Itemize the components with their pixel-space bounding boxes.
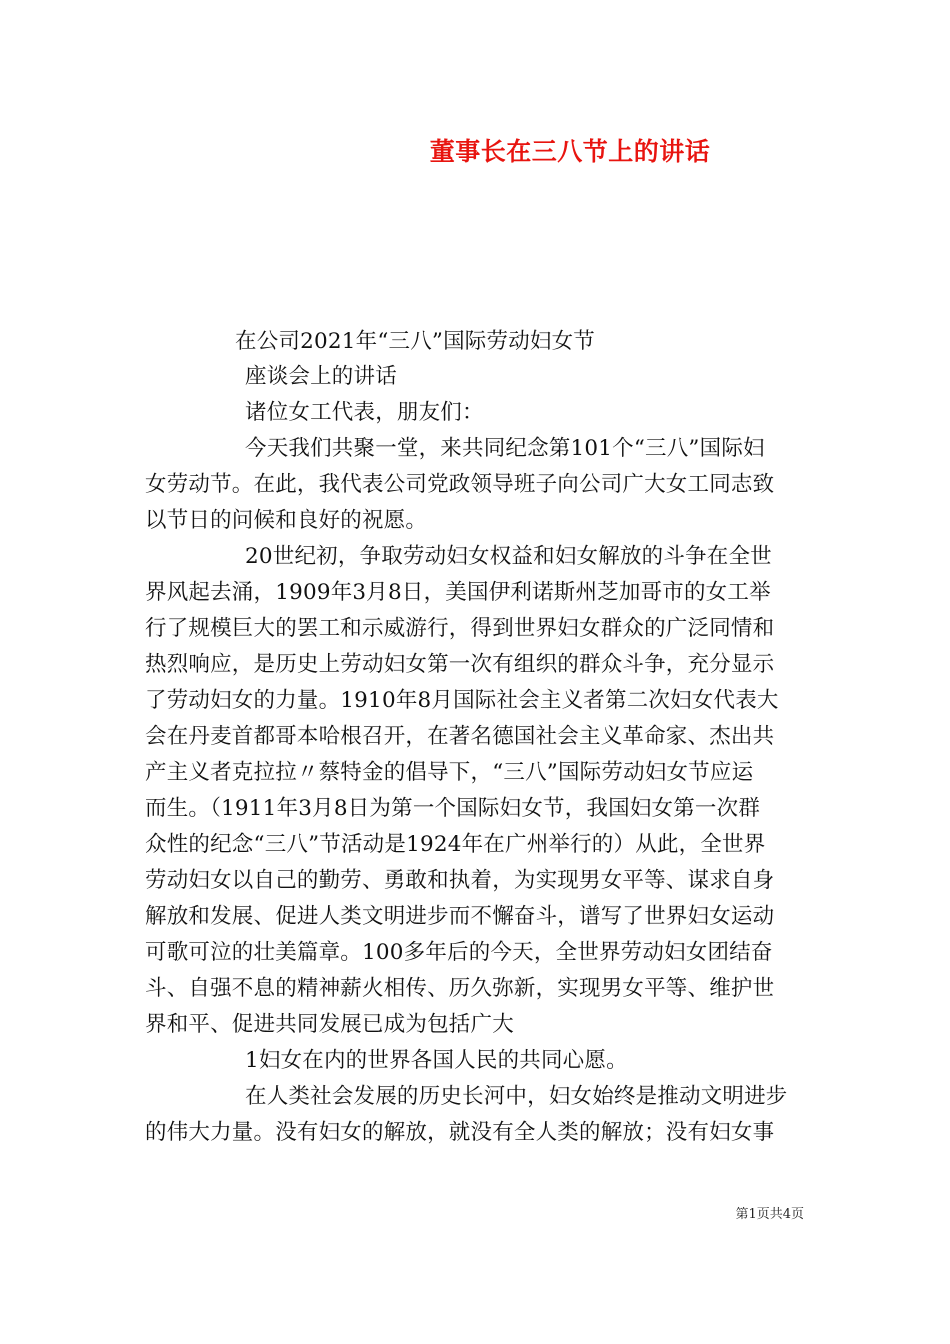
paragraph-line: 在人类社会发展的历史长河中，妇女始终是推动文明进步 [245, 1084, 788, 1109]
paragraph-line: 解放和发展、促进人类文明进步而不懈奋斗，谱写了世界妇女运动 [145, 904, 775, 929]
paragraph-line: 热烈响应，是历史上劳动妇女第一次有组织的群众斗争，充分显示 [145, 652, 775, 677]
page-number: 第1页共4页 [735, 1207, 804, 1222]
speech-heading-line-1: 在公司2021年“三八”国际劳动妇女节 [235, 329, 596, 354]
paragraph-line: 产主义者克拉拉〃蔡特金的倡导下，“三八”国际劳动妇女节应运 [145, 760, 754, 785]
paragraph-line: 20世纪初，争取劳动妇女权益和妇女解放的斗争在全世 [245, 544, 772, 569]
salutation: 诸位女工代表，朋友们： [245, 400, 484, 425]
document-title: 董事长在三八节上的讲话 [429, 137, 711, 166]
paragraph-line: 会在丹麦首都哥本哈根召开，在著名德国社会主义革命家、杰出共 [145, 724, 775, 749]
paragraph-line: 劳动妇女以自己的勤劳、勇敢和执着，为实现男女平等、谋求自身 [145, 868, 775, 893]
paragraph-line: 界风起去涌，1909年3月8日，美国伊利诺斯州芝加哥市的女工举 [145, 580, 771, 605]
paragraph-line: 了劳动妇女的力量。1910年8月国际社会主义者第二次妇女代表大 [145, 688, 779, 713]
paragraph-line: 以节日的问候和良好的祝愿。 [145, 508, 428, 533]
paragraph-line: 1妇女在内的世界各国人民的共同心愿。 [245, 1048, 628, 1073]
paragraph-line: 行了规模巨大的罢工和示威游行，得到世界妇女群众的广泛同情和 [145, 616, 775, 641]
speech-heading-line-2: 座谈会上的讲话 [245, 364, 397, 389]
paragraph-line: 而生。（1911年3月8日为第一个国际妇女节，我国妇女第一次群 [145, 796, 761, 821]
paragraph-line: 斗、自强不息的精神薪火相传、历久弥新，实现男女平等、维护世 [145, 976, 775, 1001]
paragraph-line: 众性的纪念“三八”节活动是1924年在广州举行的）从此，全世界 [145, 832, 766, 857]
paragraph-line: 女劳动节。在此，我代表公司党政领导班子向公司广大女工同志致 [145, 472, 775, 497]
paragraph-line: 可歌可泣的壮美篇章。100多年后的今天，全世界劳动妇女团结奋 [145, 940, 773, 965]
paragraph-line: 今天我们共聚一堂，来共同纪念第101个“三八”国际妇 [245, 436, 765, 461]
paragraph-line: 界和平、促进共同发展已成为包括广大 [145, 1012, 514, 1037]
paragraph-line: 的伟大力量。没有妇女的解放，就没有全人类的解放；没有妇女事 [145, 1120, 775, 1145]
